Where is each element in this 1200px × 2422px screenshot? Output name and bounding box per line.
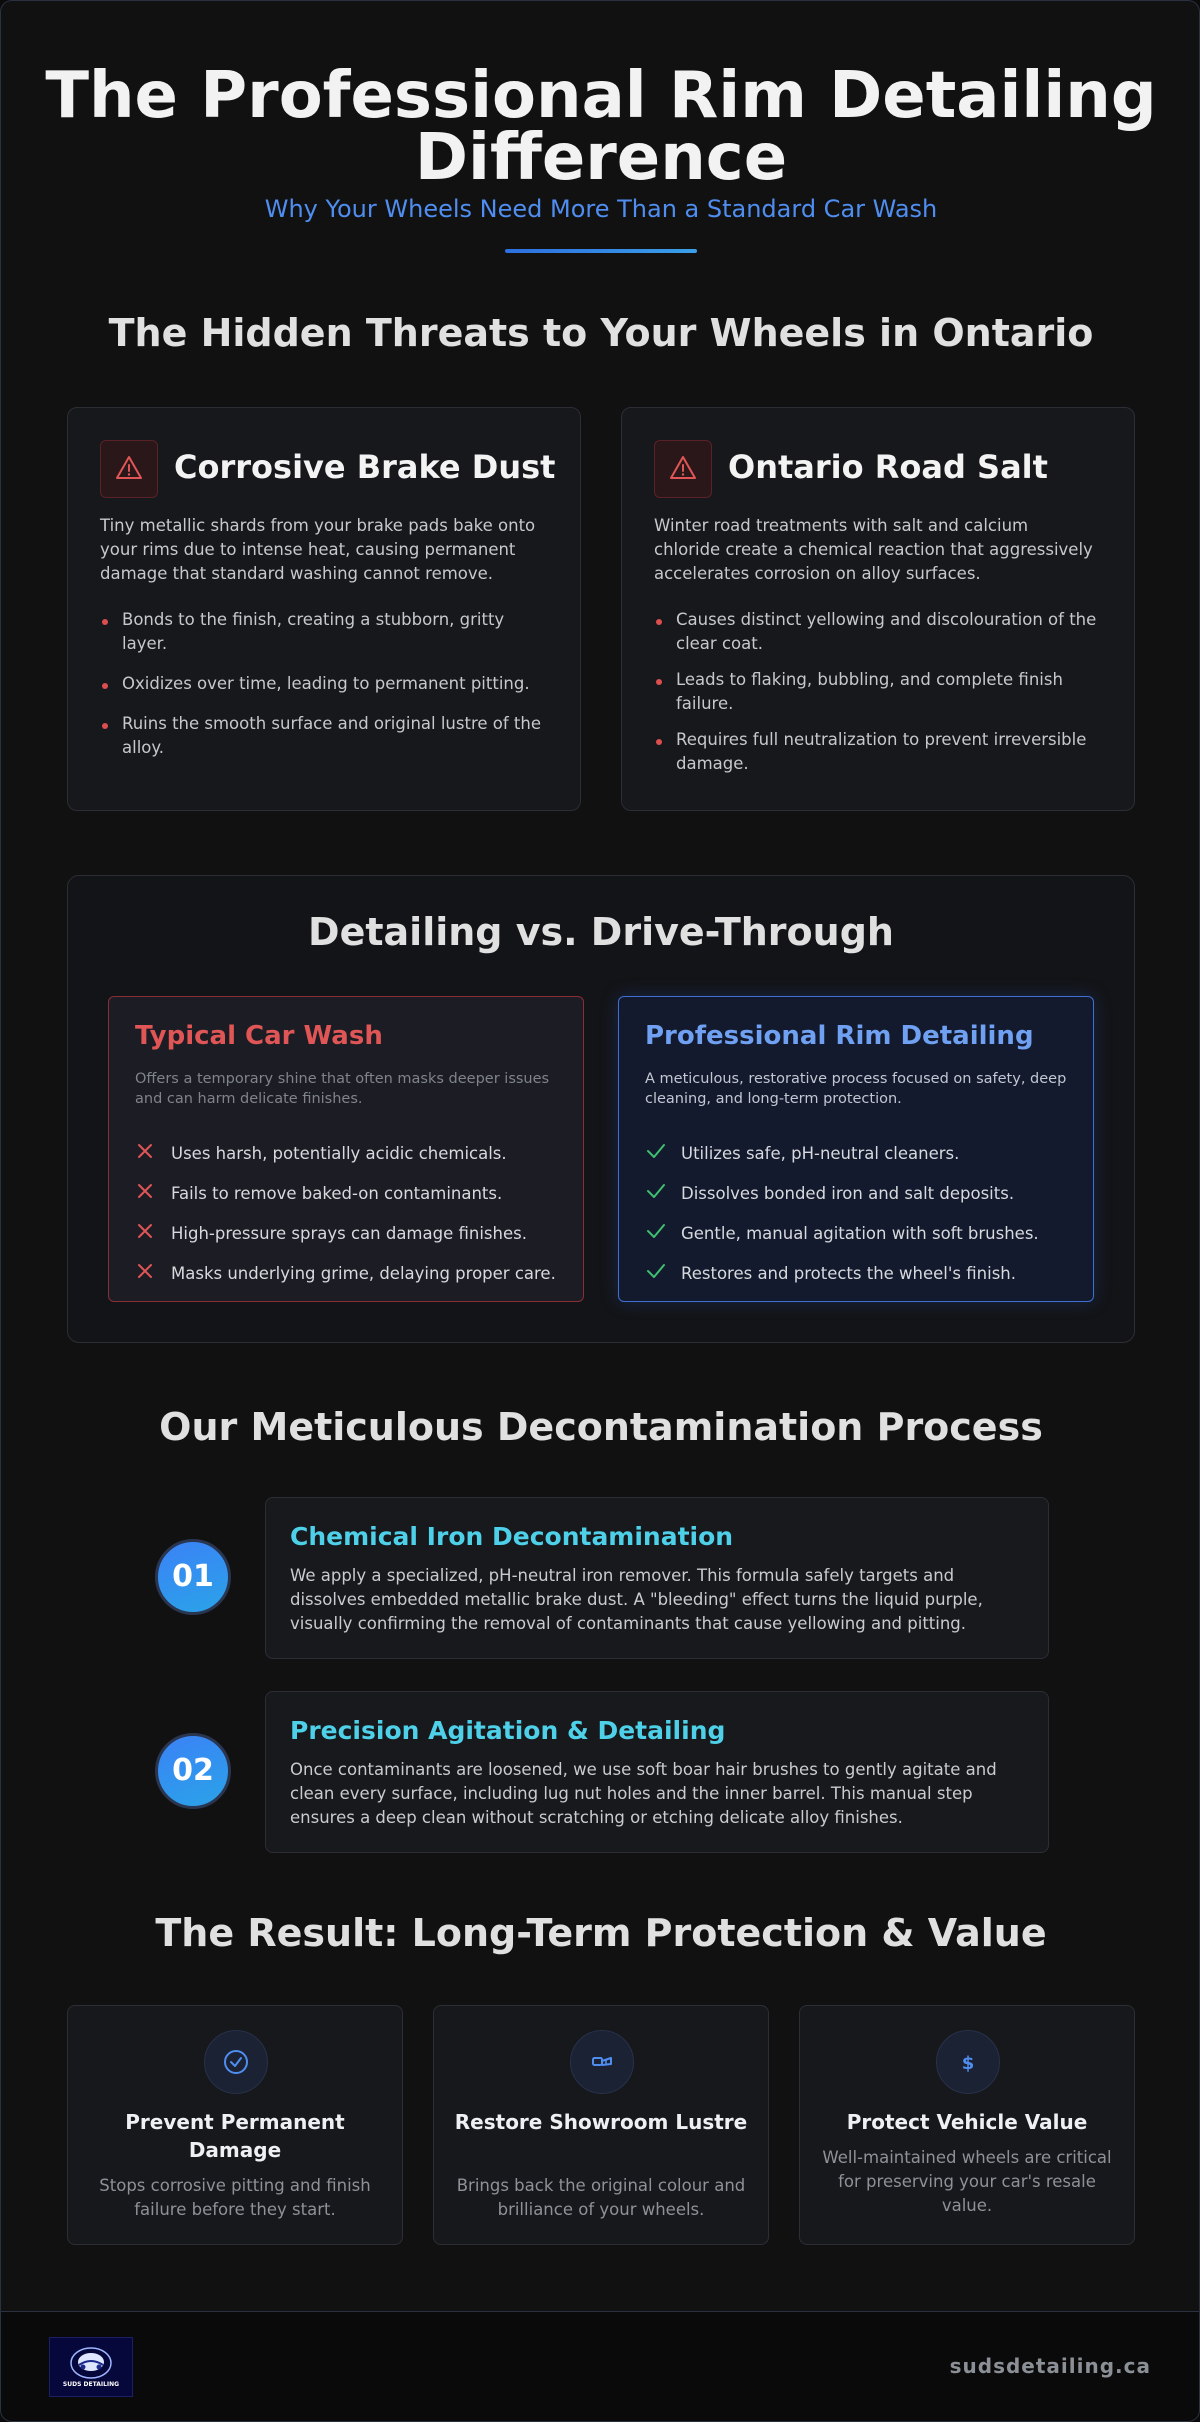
check-icon <box>645 1141 681 1165</box>
threat-title: Ontario Road Salt <box>728 448 1048 486</box>
warning-icon <box>654 440 712 498</box>
x-icon <box>135 1221 171 1245</box>
step-text: Once contaminants are loosened, we use soft boar hair brushes to gently agitate and clean every surface, including lug nut holes and the inner barrel. This manual step ensures a deep clean without scratching or etching delicate alloy finishes. <box>290 1760 997 1827</box>
step-number-badge: 01 <box>155 1539 231 1615</box>
comparison-heading: Detailing vs. Drive-Through <box>308 910 894 954</box>
step-title: Chemical Iron Decontamination <box>290 1522 734 1551</box>
result-title: Protect Vehicle Value <box>846 2110 1088 2134</box>
warning-icon <box>100 440 158 498</box>
threat-bullets <box>100 608 550 760</box>
list-item <box>135 1253 575 1293</box>
list-item-text: Uses harsh, potentially acidic chemicals. <box>171 1143 507 1163</box>
bullet-item: Leads to flaking, bubbling, and complete finish failure. <box>654 668 1104 716</box>
x-icon <box>135 1181 171 1205</box>
footer <box>1 2311 1199 2422</box>
result-card <box>67 2005 403 2245</box>
list-item-text: Utilizes safe, pH-neutral cleaners. <box>681 1143 960 1163</box>
step-title: Precision Agitation & Detailing <box>290 1716 726 1745</box>
step-text: We apply a specialized, pH-neutral iron remover. This formula safely targets and dissolves embedded metallic brake dust. A "bleeding" effect turns the liquid purple, visually confirming the removal of contaminants that cause yellowing and pitting. <box>290 1566 983 1633</box>
car-wash-column <box>108 996 584 1302</box>
car-wash-description: Offers a temporary shine that often masks deeper issues and can harm delicate finishes. <box>135 1071 550 1107</box>
check-icon <box>645 1181 681 1205</box>
title-underline <box>505 249 697 253</box>
bullet-item: Bonds to the finish, creating a stubborn, gritty layer. <box>100 608 550 656</box>
list-item-text: Masks underlying grime, delaying proper care. <box>171 1263 556 1283</box>
result-text: Stops corrosive pitting and finish failure before they start. <box>99 2176 371 2219</box>
pro-detailing-column <box>618 996 1094 1302</box>
gem-icon <box>570 2030 634 2094</box>
svg-text:$: $ <box>961 2053 975 2074</box>
suds-detailing-logo <box>49 2337 133 2397</box>
bullet-item: Oxidizes over time, leading to permanent pitting. <box>100 672 550 696</box>
x-icon <box>135 1141 171 1165</box>
list-item <box>135 1133 575 1173</box>
check-circle-icon <box>204 2030 268 2094</box>
list-item <box>645 1173 1085 1213</box>
result-text: Brings back the original colour and brilliance of your wheels. <box>456 2176 746 2219</box>
pro-detailing-description: A meticulous, restorative process focused on safety, deep cleaning, and long-term protection. <box>645 1071 1067 1107</box>
list-item-text: Restores and protects the wheel's finish. <box>681 1263 1017 1283</box>
list-item-text: Gentle, manual agitation with soft brushes. <box>681 1223 1039 1243</box>
page-title-line1: The Professional Rim Detailing <box>45 59 1157 133</box>
pro-detailing-list <box>645 1133 1085 1293</box>
list-item-text: Dissolves bonded iron and salt deposits. <box>681 1183 1015 1203</box>
pro-detailing-title: Professional Rim Detailing <box>645 1021 1034 1051</box>
threat-card-road-salt <box>621 407 1135 811</box>
svg-text:SUDS DETAILING: SUDS DETAILING <box>62 2381 120 2388</box>
bullet-item: Causes distinct yellowing and discolouration of the clear coat. <box>654 608 1104 656</box>
threat-bullets <box>654 608 1104 776</box>
process-heading: Our Meticulous Decontamination Process <box>159 1405 1043 1449</box>
threat-description: Tiny metallic shards from your brake pads bake onto your rims due to intense heat, causing permanent damage that standard washing cannot remove. <box>100 516 536 583</box>
threat-card-brake-dust <box>67 407 581 811</box>
threat-description: Winter road treatments with salt and calcium chloride create a chemical reaction that aggressively accelerates corrosion on alloy surfaces. <box>654 516 1093 583</box>
list-item <box>645 1253 1085 1293</box>
bullet-item: Ruins the smooth surface and original lustre of the alloy. <box>100 712 550 760</box>
result-title: Restore Showroom Lustre <box>454 2110 748 2134</box>
results-heading: The Result: Long-Term Protection & Value <box>155 1911 1047 1955</box>
step-number-badge: 02 <box>155 1733 231 1809</box>
process-step-card <box>265 1497 1049 1659</box>
threats-heading: The Hidden Threats to Your Wheels in Ontario <box>108 311 1094 355</box>
x-icon <box>135 1261 171 1285</box>
car-wash-title: Typical Car Wash <box>135 1021 383 1051</box>
check-icon <box>645 1221 681 1245</box>
dollar-icon <box>936 2030 1000 2094</box>
list-item <box>135 1213 575 1253</box>
check-icon <box>645 1261 681 1285</box>
list-item-text: Fails to remove baked-on contaminants. <box>171 1183 503 1203</box>
process-step-card <box>265 1691 1049 1853</box>
list-item <box>645 1213 1085 1253</box>
page-subtitle: Why Your Wheels Need More Than a Standard Car Wash <box>264 195 938 223</box>
list-item <box>135 1173 575 1213</box>
website-link[interactable]: sudsdetailing.ca <box>949 2354 1151 2378</box>
list-item-text: High-pressure sprays can damage finishes. <box>171 1223 527 1243</box>
car-wash-list <box>135 1133 575 1293</box>
bullet-item: Requires full neutralization to prevent irreversible damage. <box>654 728 1104 776</box>
page-title-line2: Difference <box>414 121 788 195</box>
threat-title: Corrosive Brake Dust <box>174 448 556 486</box>
result-text: Well-maintained wheels are critical for preserving your car's resale value. <box>822 2148 1112 2215</box>
result-card <box>433 2005 769 2245</box>
result-title: Prevent Permanent Damage <box>125 2110 345 2162</box>
list-item <box>645 1133 1085 1173</box>
comparison-panel <box>67 875 1135 1343</box>
result-card <box>799 2005 1135 2245</box>
